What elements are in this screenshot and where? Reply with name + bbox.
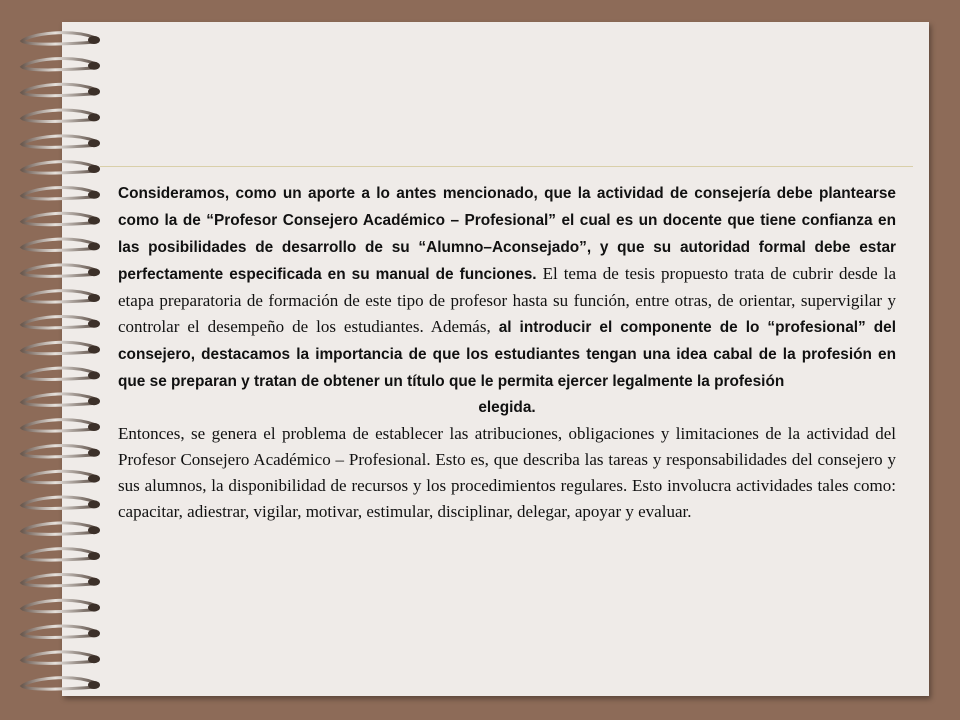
- spiral-ring: [22, 291, 96, 302]
- spiral-ring: [22, 188, 96, 199]
- spiral-hole: [88, 655, 100, 663]
- spiral-ring: [22, 33, 96, 44]
- spiral-hole: [88, 191, 100, 199]
- spiral-hole: [88, 423, 100, 431]
- spiral-ring: [22, 497, 96, 508]
- bold-segment-1: Consideramos, como un aporte a lo antes mencionado, que la actividad de consejería debe plantearse como la de “Profesor Consejero Académico – Profesional” el cual es un docente que tiene confianza en las posibilidades de desarrollo de su “Alumno–Aconsejado”, y que su autoridad formal debe estar perfectamente especificada en su manual de funciones.: [118, 185, 896, 283]
- spiral-ring: [22, 549, 96, 560]
- spiral-ring: [22, 446, 96, 457]
- spiral-ring: [22, 600, 96, 611]
- spiral-hole: [88, 139, 100, 147]
- spiral-ring: [22, 523, 96, 534]
- spiral-ring: [22, 420, 96, 431]
- spiral-ring: [22, 110, 96, 121]
- spiral-ring: [22, 652, 96, 663]
- paragraph-1: [118, 180, 896, 421]
- spiral-hole: [88, 681, 100, 689]
- spiral-hole: [88, 88, 100, 96]
- bold-segment-3: elegida.: [478, 399, 536, 416]
- paragraph-2: Entonces, se genera el problema de establecer las atribuciones, obligaciones y limitaciones de la actividad del Profesor Consejero Académico – Profesional. Esto es, que describa las tareas y responsabilidades del consejero y sus alumnos, la disponibilidad de recursos y los procedimientos regulares. Esto involucra actividades tales como: capacitar, adiestrar, vigilar, motivar, estimular, disciplinar, delegar, apoyar y evaluar.: [118, 424, 896, 521]
- spiral-hole: [88, 36, 100, 44]
- spiral-hole: [88, 113, 100, 121]
- spiral-ring: [22, 213, 96, 224]
- spiral-ring: [22, 136, 96, 147]
- spiral-hole: [88, 449, 100, 457]
- spiral-hole: [88, 217, 100, 225]
- spiral-hole: [88, 320, 100, 328]
- body-text: [118, 180, 896, 525]
- spiral-ring: [22, 239, 96, 250]
- normal-segment-1: El tema de tesis propuesto trata de cubrir desde la etapa preparatoria de formación de este tipo de profesor hasta su función, entre otras, de orientar, supervigilar y controlar el desempeño de los estudiantes. Además,: [118, 264, 896, 336]
- spiral-ring: [22, 84, 96, 95]
- spiral-ring: [22, 342, 96, 353]
- spiral-ring: [22, 265, 96, 276]
- spiral-hole: [88, 397, 100, 405]
- spiral-hole: [88, 552, 100, 560]
- spiral-ring: [22, 678, 96, 689]
- spiral-hole: [88, 526, 100, 534]
- spiral-hole: [88, 268, 100, 276]
- spiral-ring: [22, 59, 96, 70]
- spiral-hole: [88, 62, 100, 70]
- spiral-hole: [88, 294, 100, 302]
- spiral-hole: [88, 629, 100, 637]
- spiral-hole: [88, 371, 100, 379]
- spiral-hole: [88, 475, 100, 483]
- spiral-hole: [88, 165, 100, 173]
- spiral-hole: [88, 604, 100, 612]
- spiral-binding-icon: [0, 0, 110, 720]
- spiral-ring: [22, 162, 96, 173]
- spiral-ring: [22, 575, 96, 586]
- spiral-hole: [88, 578, 100, 586]
- spiral-hole: [88, 346, 100, 354]
- spiral-ring: [22, 471, 96, 482]
- spiral-ring: [22, 368, 96, 379]
- spiral-ring: [22, 626, 96, 637]
- spiral-hole: [88, 500, 100, 508]
- horizontal-rule: [100, 166, 913, 167]
- spiral-ring: [22, 394, 96, 405]
- spiral-ring: [22, 317, 96, 328]
- bold-segment-2: al introducir el componente de lo “profesional” del consejero, destacamos la importancia de que los estudiantes tengan una idea cabal de la profesión en que se preparan y tratan de obtener un título que le permita ejercer legalmente la profesión: [118, 319, 896, 390]
- spiral-hole: [88, 242, 100, 250]
